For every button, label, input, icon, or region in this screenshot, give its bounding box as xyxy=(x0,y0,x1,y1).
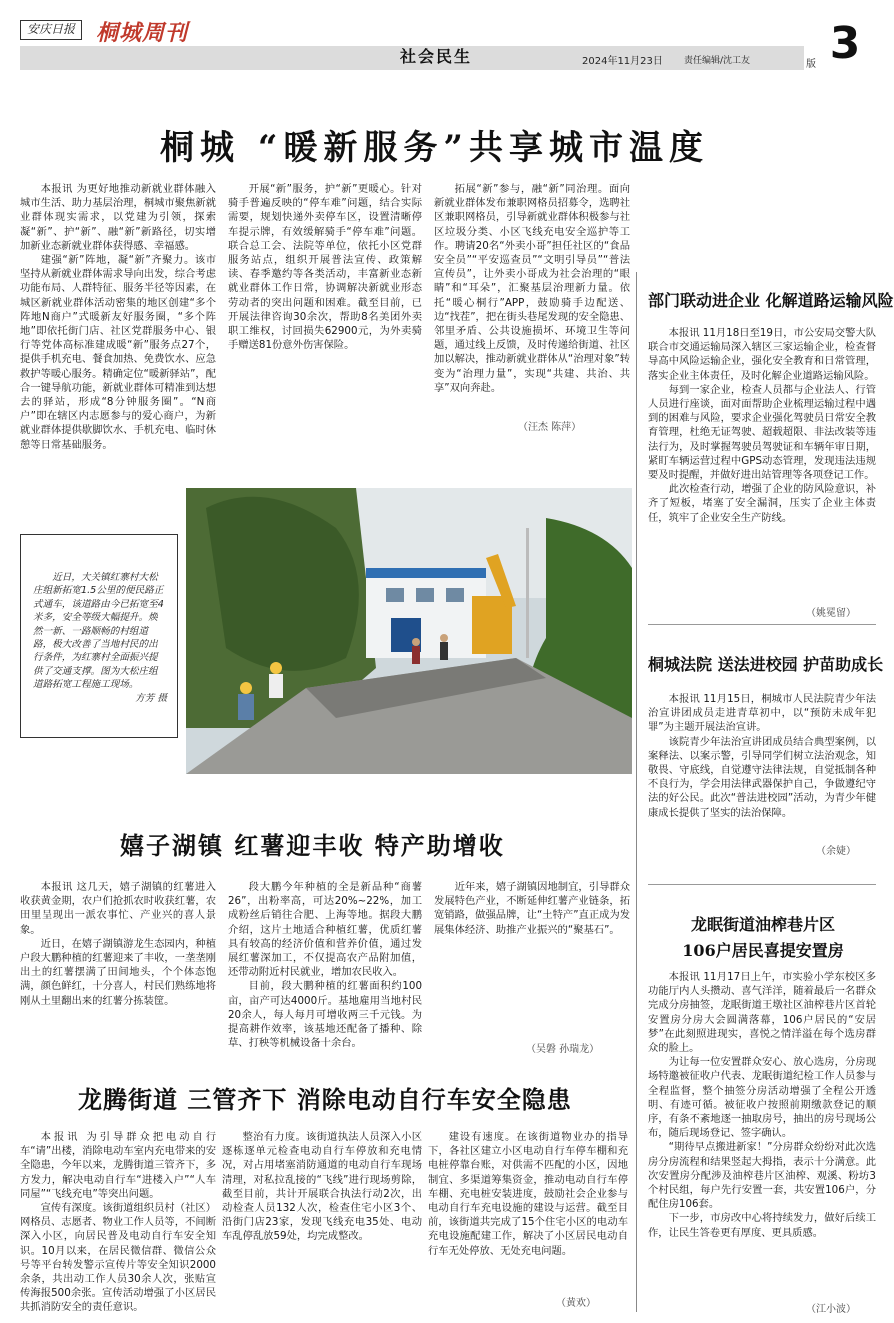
main-article-col-2 xyxy=(20,280,216,466)
issue-date: 2024年11月23日 xyxy=(582,56,663,67)
article-2-col-2 xyxy=(228,880,422,1060)
side-3-paragraph-3: “期待早点搬进新家！”分房群众纷纷对此次选房分房流程和结果竖起大拇指，表示十分满意。此次安置房分配涉及油榨巷片区油榨、观溪、粉坊3个村民组，每户先行安置一套，共安置106户，分配住房106套。 xyxy=(648,1141,876,1211)
photo-caption-box xyxy=(20,534,178,738)
side-3-paragraph-1: 本报讯 11月17日上午，市实验小学东校区多功能厅内人头攒动、喜气洋洋，随着最后一名群众完成分房抽签，龙眠街道王墩社区油榨巷片区首轮安置房分房大会圆满落幕，106户居民的“安居梦”在此刻照进现实，喜悦之情洋溢在每个选房群众的脸上。 xyxy=(648,971,876,1055)
photo-caption-text: 近日，大关镇红寨村大松庄组新拓宽1.5公里的便民路正式通车，该道路由今已拓宽至4米多，安全等级大幅提升。焕然一新、一路顺畅的村组道路，极大改善了当地村民的出行条件，为红寨村全面振兴提供了交通支撑。图为大松庄组道路拓宽工程施工现场。 xyxy=(33,572,164,691)
article-3-headline: 龙腾街道 三管齐下 消除电动自行车安全隐患 xyxy=(78,1085,572,1114)
side-1-paragraph-1: 本报讯 11月18日至19日，市公安局交警大队联合市交通运输局深入辖区三家运输企业，检查督导高中风险运输企业，强化安全教育和日常管理，落实企业主体责任，及时化解企业道路运输风险。 xyxy=(648,327,876,382)
article-2-paragraph-1: 本报讯 这几天，嬉子湖镇的红薯进入收获黄金期，农户们抢抓农时收获红薯，农田里呈现出一派农事忙、产业兴的喜人景象。 xyxy=(20,881,216,936)
side-3-byline: （江小波） xyxy=(806,1304,856,1315)
road-construction-photo xyxy=(186,488,632,774)
article-2-paragraph-2: 近日，在嬉子湖镇游龙生态园内，种植户段大鹏种植的红薯迎来了丰收，一垄垄刚出土的红薯摆满了田间地头，个个体态饱满，颜色鲜红，十分喜人，村民们熟练地将刚从土里翻出来的红薯分拣装筐。 xyxy=(20,937,216,1007)
main-paragraph-2: 建强“新”阵地，凝“新”齐聚力。该市坚持从新就业群体需求导向出发，综合考虑功能布局、人群特征、服务半径等因素，在城区新就业群体活动密集的地区创建“多个阵地N商户”式暖新友好服务圈，“多个阵地”即依托街门店、社区党群服务中心、银行等党体高标准建成暖“新”服务点27个，提供手机充电、餐食加热、免费饮水、应急救护等暖心服务。精确定位“暖新驿站”，配合一键导航功能，新就业群体可精准到达想去的驿站，形成“8分钟服务圈”。“N商户”即在辖区内志愿参与的爱心商户，为新就业群体提供歇脚饮水、手机充电、临时休憩等日常基础服务。 xyxy=(20,254,217,451)
section-title: 社会民生 xyxy=(400,47,473,66)
article-3-paragraph-2: 宣传有深度。该街道组织员村（社区）网格员、志愿者、物业工作人员等，不间断深入小区，向居民普及电动自行车安全知识。10月以来，在居民微信群、微信公众号等平台转发警示宣传片等安全知识2000余条，共出动工作人员30余人次，张贴宣传海报500余张。宣传活动增强了小区居民共抓消防安全的责任意识。 xyxy=(20,1202,216,1314)
side-1-byline: （姚冕留） xyxy=(806,608,856,619)
side-2-byline: （余婕） xyxy=(816,846,856,857)
article-2-paragraph-5: 近年来，嬉子湖镇因地制宜，引导群众发展特色产业，不断延伸红薯产业链条，拓宽销路，做强品牌，让“土特产”直正成为发展集体经济、助推产业振兴的“聚基石”。 xyxy=(434,881,631,936)
side-3-headline xyxy=(648,912,878,964)
newspaper-logo: 安庆日报 xyxy=(20,20,82,40)
side-3-headline-line-2: 106户居民喜提安置房 xyxy=(682,941,844,960)
main-paragraph-4: 拓展“新”参与，融“新”同治理。面向新就业群体发布兼职网格员招募令，选聘社区兼职网格员，引导新就业群体积极参与社区垃圾分类、小区飞线充电安全巡护等工作。聘请20名“外卖小哥”担任社区的“食品安全员”“平安巡查员”“文明引导员”“普法宣传员”，让外卖小哥成为社会治理的“眼睛”和“耳朵”，汇聚基层治理新力量。依托“暖心桐行”APP，鼓励骑手边配送、边“找茬”，把在街头巷尾发现的安全隐患、邻里矛盾、公共设施损坏、环境卫生等问题，通过线上反馈，及时传递给街道、社区加以解决，推动新就业群体从“治理对象”转变为“治理力量”，实现“共建、共治、共享”双向奔赴。 xyxy=(434,183,631,394)
side-3-paragraph-2: 为让每一位安置群众安心、放心选房，分房现场特邀被征收户代表、龙眠街道纪检工作人员参与全程监督，整个抽签分房活动增强了全程公开透明、有迹可循。被征收户按照前期缴款登记的顺序，有条不紊地逐一抽取房号，抽出的房号现场公布，随后现场登记、签字确认。 xyxy=(648,1056,876,1140)
main-paragraph-3: 开展“新”服务，护“新”更暖心。针对骑手普遍反映的“停车难”问题，结合实际需要，规划快递外卖停车区，设置清晰停车提示牌，有效缓解骑手“停车难”问题。联合总工会、法院等单位，依托小区党群服务站点，组织开展普法宣传、政策解读、春季邀约等各类活动，丰富新业态新就业群体工作日常，协调解决新就业形态劳动者的突出问题和困难。截至目前，已开展法律咨询30余次，帮助8名美团外卖职工维权，讨回损失62900元，为外卖骑手赠送81份意外伤害保险。 xyxy=(228,183,422,352)
main-headline: 桐城 “暖新服务”共享城市温度 xyxy=(160,128,709,168)
side-3-body xyxy=(648,970,876,1298)
sidebar-divider xyxy=(636,272,637,1312)
side-1-headline: 部门联动进企业 化解道路运输风险 xyxy=(648,291,894,310)
side-3-headline-line-1: 龙眠街道油榨巷片区 xyxy=(690,915,835,934)
side-2-paragraph-1: 本报讯 11月15日，桐城市人民法院青少年法治宣讲团成员走进青草初中，以“预防未成年犯罪”为主题开展法治宣讲。 xyxy=(648,693,876,734)
photo-author: 方芳 摄 xyxy=(135,692,167,704)
side-2-body xyxy=(648,692,876,842)
article-2-col-3 xyxy=(434,880,630,1020)
main-byline: （汪杰 陈萍） xyxy=(518,422,582,433)
side-3-paragraph-4: 下一步，市房改中心将持续发力，做好后续工作，让民生答卷更有厚度、更具质感。 xyxy=(648,1212,876,1239)
side-2-paragraph-2: 该院青少年法治宣讲团成员结合典型案例，以案释法、以案示警，引导同学们树立法治观念，知敬畏、守底线，自觉遵守法律法规，自觉抵制各种不良行为，学会用法律武器保护自己，争做遵纪守法的好公民。此次“普法进校园”活动，为青少年健康成长提供了坚实的法治保障。 xyxy=(648,735,876,819)
article-3-col-1 xyxy=(20,1130,216,1312)
photo-caption-credit-row xyxy=(33,692,167,705)
side-divider-1 xyxy=(648,624,876,625)
article-2-paragraph-3: 段大鹏今年种植的全是新品种“商薯26”，出粉率高，可达20%~22%，加工成粉丝后销往合肥、上海等地。据段大鹏介绍，这片土地适合种植红薯，优质红薯具有较高的经济价值和营养价值，通过发展红薯深加工，不仅提高农产品附加值，还带动附近村民就业，增加农民收入。 xyxy=(228,881,422,979)
side-2-headline: 桐城法院 送法进校园 护苗助成长 xyxy=(648,655,884,674)
side-1-paragraph-3: 此次检查行动，增强了企业的防风险意识，补齐了短板，堵塞了安全漏洞，压实了企业主体责任，筑牢了企业安全生产防线。 xyxy=(648,483,876,524)
supplement-brand: 桐城周刊 xyxy=(96,20,189,46)
article-2-headline: 嬉子湖镇 红薯迎丰收 特产助增收 xyxy=(120,831,505,860)
article-3-paragraph-4: 建设有速度。在该街道物业办的指导下，各社区建立小区电动自行车停车棚和充电桩停靠台账，对供需不匹配的小区，因地制宜、多渠道筹集资金，推动电动自行车停车棚、充电桩安装进度，鼓励社会企业参与电动自行车充电设施的建设与运营。截至目前，该街道共完成了15个住宅小区的电动车充电设施配建工作，解决了小区居民电动自行车无处停放、无处充电问题。 xyxy=(428,1131,628,1257)
article-3-paragraph-1: 本报讯 为引导群众把电动自行车“请”出楼，消除电动车室内充电带来的安全隐患，今年以来，龙腾街道三管齐下，多方发力，解决电动自行车“进楼入户”“人车同屋”“飞线充电”等突出问题。 xyxy=(20,1131,217,1200)
article-3-col-3 xyxy=(428,1130,628,1296)
main-article-col-2b xyxy=(228,182,422,468)
main-paragraph-1: 本报讯 为更好地推动新就业群体融入城市生活、助力基层治理，桐城市聚焦新就业群体现实需求，以党建为引领，探索凝“新”、护“新”、融“新”新路径，切实增加新业态新就业群体获得感、幸福感。 xyxy=(20,183,216,252)
main-article-col-3 xyxy=(434,182,630,422)
article-2-paragraph-4: 目前，段大鹏种植的红薯面积约100亩，亩产可达4000斤。基地雇用当地村民20余人，每人每月可增收两三千元钱。为提高耕作效率，该基地还配备了播种、除草、打秧等机械设备十余台。 xyxy=(228,980,422,1050)
side-divider-2 xyxy=(648,884,876,885)
article-2-col-1 xyxy=(20,880,216,1060)
photo-illustration xyxy=(186,488,632,774)
masthead xyxy=(0,0,887,80)
side-1-paragraph-2: 每到一家企业，检查人员都与企业法人、行管人员进行座谈，面对面帮助企业梳理运输过程中遇到的困难与风险，要求企业强化驾驶员日常安全教育管理，杜绝无证驾驶、超载超限、非法改装等违法行为，及时掌握驾驶员驾驶证和车辆年审日期，紧盯车辆运营过程中GPS动态管理，发现违法违规要及时提醒，并做好进出站管理等各项登记工作。 xyxy=(648,383,876,482)
article-2-byline: （吴磐 孙瑞龙） xyxy=(526,1044,600,1055)
page-unit: 版 xyxy=(806,59,816,70)
article-3-col-2 xyxy=(222,1130,422,1312)
page-number: 3 xyxy=(822,18,868,70)
article-3-paragraph-3: 整治有力度。该街道执法人员深入小区逐栋逐单元检查电动自行车停放和充电情况，对占用堵塞消防通道的电动自行车现场清理，对私拉乱接的“飞线”进行现场剪除，截至目前，共计开展联合执法行动2次，出动检查人员132人次，检查住宅小区3个、沿街门店23家，发现飞线充电35处、电动车乱停乱放59处，均完成整改。 xyxy=(222,1131,422,1243)
side-1-body xyxy=(648,326,876,588)
article-3-byline: （黄欢） xyxy=(556,1298,596,1309)
editor-credit: 责任编辑/沈工友 xyxy=(684,56,751,66)
